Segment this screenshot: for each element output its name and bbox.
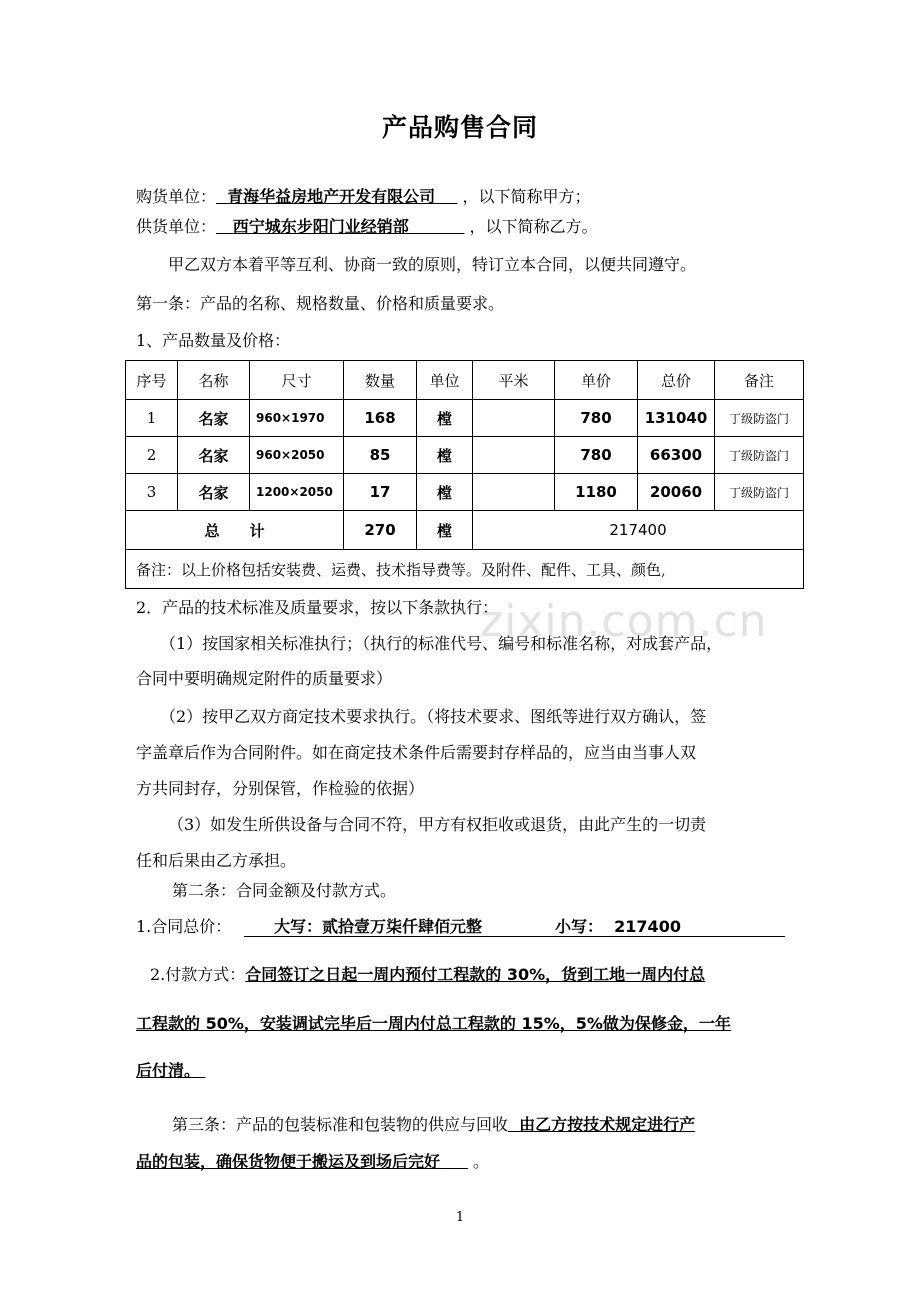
cell-price: 1180 [555, 474, 638, 511]
seller-suffix: ，以下简称乙方。 [469, 217, 598, 236]
price-label: 1.合同总价： [136, 917, 232, 936]
watermark: zixin.com.cn [480, 596, 768, 647]
cell-qty: 17 [344, 474, 417, 511]
cell-unit: 樘 [417, 474, 473, 511]
cell-sqm [473, 400, 555, 437]
header-unit: 单位 [417, 361, 473, 400]
cell-name: 名家 [178, 474, 250, 511]
cell-note: 丁级防盗门 [715, 474, 804, 511]
payment-line-3: 后付清。 [136, 1061, 201, 1080]
clause-1-line-1: （1）按国家相关标准执行；（执行的标准代号、编号和标准名称，对成套产品， [160, 634, 723, 653]
cell-size: 960×2050 [250, 437, 344, 474]
page-number: 1 [455, 1210, 465, 1225]
cell-sqm [473, 437, 555, 474]
table-header-row [126, 361, 804, 400]
price-underline [244, 936, 785, 937]
cell-no: 3 [126, 474, 178, 511]
clause-2-line-3: 方共同封存，分别保管，作检验的依据） [136, 779, 425, 798]
total-unit: 樘 [417, 511, 473, 550]
cell-qty: 85 [344, 437, 417, 474]
seller-label: 供货单位： [136, 217, 217, 236]
cell-no: 1 [126, 400, 178, 437]
cell-no: 2 [126, 437, 178, 474]
table-total-row [126, 511, 804, 550]
header-no: 序号 [126, 361, 178, 400]
cell-size: 960×1970 [250, 400, 344, 437]
cell-sqm [473, 474, 555, 511]
article-2-heading: 第二条：合同金额及付款方式。 [172, 881, 397, 900]
header-note: 备注 [715, 361, 804, 400]
cell-note: 丁级防盗门 [715, 400, 804, 437]
cell-qty: 168 [344, 400, 417, 437]
total-label: 总 计 [126, 511, 344, 550]
table-row [126, 474, 804, 511]
cell-total: 20060 [638, 474, 715, 511]
buyer-name: 青海华益房地产开发有限公司 [227, 187, 436, 206]
header-sqm: 平米 [473, 361, 555, 400]
buyer-label: 购货单位： [136, 187, 217, 206]
article-3-text-2: 品的包装，确保货物便于搬运及到场后完好 [136, 1152, 441, 1171]
table-remark-row [126, 550, 804, 589]
payment-label: 2.付款方式： [150, 965, 246, 984]
header-qty: 数量 [344, 361, 417, 400]
table-row [126, 400, 804, 437]
buyer-suffix: ，以下简称甲方； [462, 187, 591, 206]
contract-price-line [136, 916, 231, 938]
section-1-heading: 1、产品数量及价格： [136, 331, 291, 350]
buyer-line [136, 186, 591, 208]
table-row [126, 437, 804, 474]
header-price: 单价 [555, 361, 638, 400]
cell-price: 780 [555, 400, 638, 437]
article-3-line-2 [136, 1151, 489, 1173]
article-3-label: 第三条：产品的包装标准和包装物的供应与回收 [172, 1115, 509, 1134]
clause-3-line-2: 任和后果由乙方承担。 [136, 851, 297, 870]
header-name: 名称 [178, 361, 250, 400]
article-1-heading: 第一条：产品的名称、规格数量、价格和质量要求。 [136, 294, 505, 313]
payment-line-2: 工程款的 50%，安装调试完毕后一周内付总工程款的 15%，5%做为保修金，一年 [136, 1014, 731, 1033]
seller-line [136, 216, 598, 238]
article-3-end: 。 [472, 1152, 489, 1171]
cell-note: 丁级防盗门 [715, 437, 804, 474]
clause-3-line-1: （3）如发生所供设备与合同不符，甲方有权拒收或退货，由此产生的一切责 [168, 815, 707, 834]
remark-tail: , [661, 560, 666, 579]
payment-line-1 [150, 964, 705, 986]
intro-text: 甲乙双方本着平等互利、协商一致的原则，特订立本合同，以便共同遵守。 [168, 255, 697, 274]
cell-total: 131040 [638, 400, 715, 437]
page-title: 产品购售合同 [381, 113, 538, 142]
article-3-line-1 [172, 1114, 695, 1136]
cell-unit: 樘 [417, 400, 473, 437]
price-lower: 小写： 217400 [555, 917, 681, 936]
cell-name: 名家 [178, 400, 250, 437]
cell-unit: 樘 [417, 437, 473, 474]
header-size: 尺寸 [250, 361, 344, 400]
cell-total: 66300 [638, 437, 715, 474]
cell-price: 780 [555, 437, 638, 474]
cell-name: 名家 [178, 437, 250, 474]
grand-total: 217400 [473, 511, 804, 550]
clause-2-line-1: （2）按甲乙双方商定技术要求执行。（将技术要求、图纸等进行双方确认，签 [160, 707, 707, 726]
price-upper: 大写：贰拾壹万柒仟肆佰元整 [274, 917, 483, 936]
article-3-text-1: 由乙方按技术规定进行产 [519, 1115, 696, 1134]
clause-1-line-2: 合同中要明确规定附件的质量要求） [136, 669, 393, 688]
total-qty: 270 [344, 511, 417, 550]
header-total: 总价 [638, 361, 715, 400]
seller-name: 西宁城东步阳门业经销部 [232, 217, 409, 236]
cell-size: 1200×2050 [250, 474, 344, 511]
table-remark: 备注：以上价格包括安装费、运费、技术指导费等。及附件、配件、工具、颜色, [126, 550, 804, 589]
payment-text-1: 合同签订之日起一周内预付工程款的 30%，货到工地一周内付总 [245, 965, 706, 984]
product-table [125, 360, 804, 589]
section-2-heading: 2．产品的技术标准及质量要求，按以下条款执行： [136, 598, 499, 617]
clause-2-line-2: 字盖章后作为合同附件。如在商定技术条件后需要封存样品的，应当由当事人双 [136, 743, 697, 762]
